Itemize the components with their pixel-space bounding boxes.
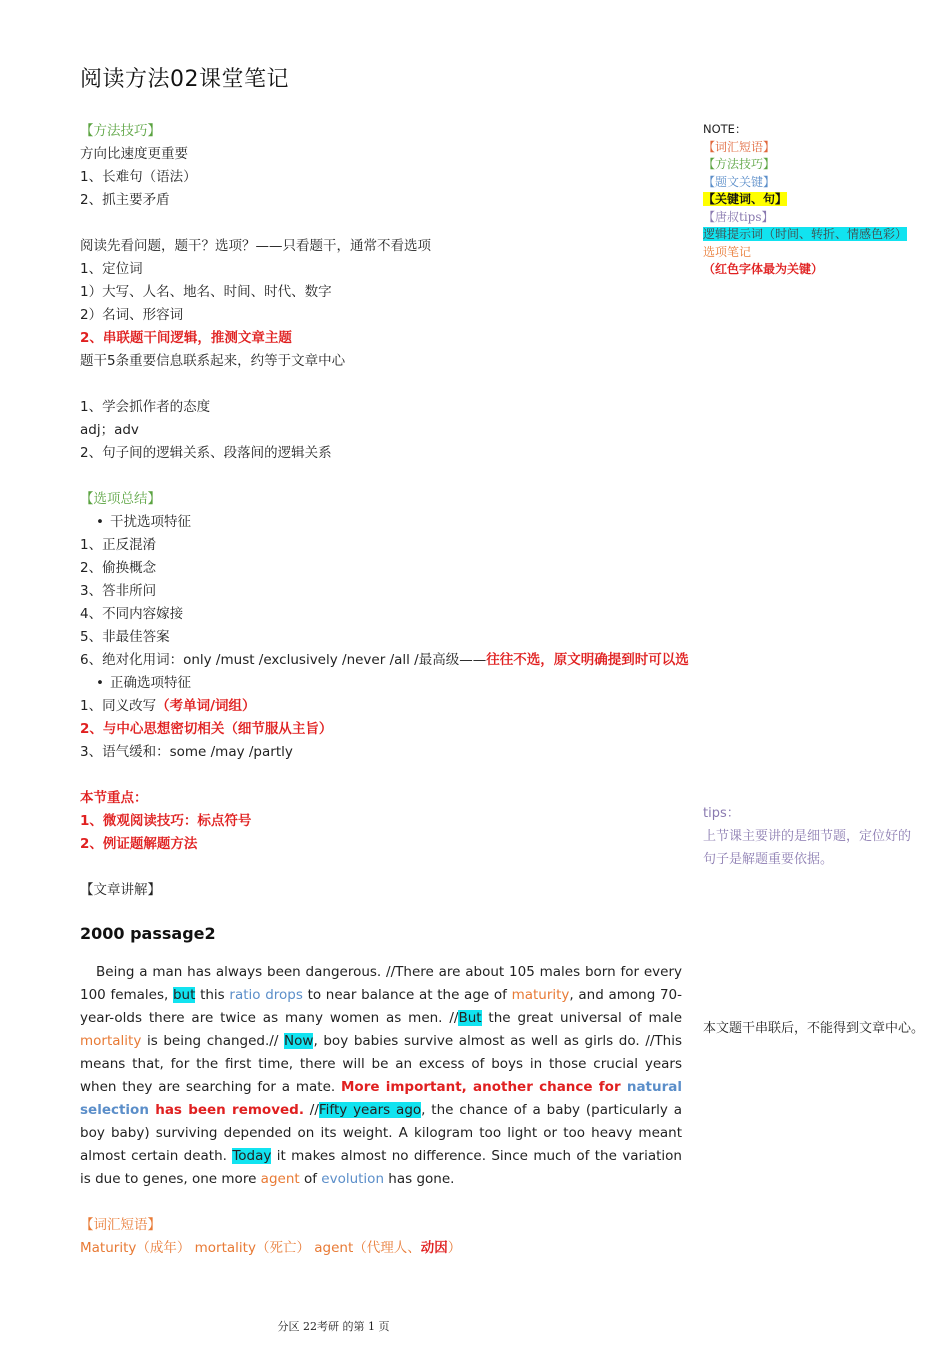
legend-vocab: 【词汇短语】 [703, 139, 776, 154]
text-line: 6、绝对化用词：only /must /exclusively /never /all /最高级——往往不选，原文明确提到时可以选 [80, 652, 689, 668]
tips-line: 上节课主要讲的是细节题，定位好的 [703, 829, 912, 844]
text-line: 阅读先看问题，题干？选项？——只看题干，通常不看选项 [80, 238, 431, 254]
text-line: 方向比速度更重要 [80, 146, 188, 162]
bullet-dot-icon: • [96, 675, 104, 691]
text-line: 5、非最佳答案 [80, 629, 170, 645]
legend-key-text: 【题文关键】 [703, 174, 776, 189]
tips-note [703, 802, 911, 871]
bullet-dot-icon: • [96, 514, 104, 530]
vocab-header: 【词汇短语】 [80, 1217, 161, 1233]
legend-methods: 【方法技巧】 [703, 157, 776, 171]
page-title: 阅读方法02课堂笔记 [80, 67, 289, 92]
text-line: 1、正反混淆 [80, 537, 157, 553]
key-line: 2、例证题解题方法 [80, 836, 198, 852]
vocab-line: Maturity（成年） mortality（死亡） agent（代理人、动因） [80, 1240, 462, 1256]
key-line: 2、串联题干间逻辑，推测文章主题 [80, 330, 292, 346]
text-line: 1、同义改写（考单词/词组） [80, 698, 256, 714]
legend-tips: 【唐叔tips】 [703, 209, 774, 224]
passage-title: 2000 passage2 [80, 924, 216, 943]
legend-option-notes: 选项笔记 [703, 244, 752, 259]
text-line: 1、长难句（语法） [80, 169, 197, 185]
text-line: 3、答非所问 [80, 583, 157, 599]
focus-header: 本节重点： [80, 790, 148, 806]
tips-head: tips： [703, 806, 740, 821]
legend-keywords: 【关键词、句】 [703, 192, 788, 206]
key-line: 1、微观阅读技巧：标点符号 [80, 813, 252, 829]
text-line: 4、不同内容嫁接 [80, 606, 184, 622]
text-line: 题干5条重要信息联系起来，约等于文章中心 [80, 353, 346, 369]
text-line: 2）名词、形容词 [80, 307, 184, 323]
text-line: 1）大写、人名、地名、时间、时代、数字 [80, 284, 332, 300]
page-footer: 分区 22考研 的第 1 页 [277, 1320, 390, 1333]
section-header-options: 【选项总结】 [80, 491, 161, 507]
section-header-methods: 【方法技巧】 [80, 123, 161, 139]
bullet-item: • 干扰选项特征 [80, 511, 690, 534]
article-header: 【文章讲解】 [80, 882, 161, 898]
text-line: 1、学会抓作者的态度 [80, 399, 211, 415]
text-line: 2、抓主要矛盾 [80, 192, 170, 208]
text-line: adj；adv [80, 422, 139, 438]
bullet-item: • 正确选项特征 [80, 672, 690, 695]
legend-red-key: （红色字体最为关键） [703, 262, 824, 276]
text-line: 2、偷换概念 [80, 560, 157, 576]
main-content [80, 120, 690, 1260]
key-line: 2、与中心思想密切相关（细节服从主旨） [80, 721, 333, 737]
text-line: 2、句子间的逻辑关系、段落间的逻辑关系 [80, 445, 332, 461]
text-line: 3、语气缓和：some /may /partly [80, 744, 293, 760]
tips-line: 句子是解题重要依据。 [703, 852, 834, 867]
legend-logic: 逻辑提示词（时间、转折、情感色彩） [703, 227, 908, 241]
passage-text: Being a man has always been dangerous. //There are about 105 males born for every 100 females, but this ratio drops to near balance at the age of maturity, and among 70-year-olds there are twice as many women as men. //But the great universal of male mortality is being changed.// Now, boy babies survive almost as well as girls do. //This means that, for the first time, there will be an excess of boys in those crucial years when they are searching for a mate. More important, another chance for natural selection has been removed. //Fifty years ago, the chance of a baby (particularly a boy baby) surviving depended on its weight. A kilogram too light or too heavy meant almost certain death. Today it makes almost no difference. Since much of the variation is due to genes, one more agent of evolution has gone. [80, 964, 683, 1187]
text-line: 1、定位词 [80, 261, 143, 277]
legend-note [703, 121, 907, 279]
side-note: 本文题干串联后，不能得到文章中心。 [703, 1021, 925, 1036]
note-head: NOTE： [703, 122, 747, 136]
